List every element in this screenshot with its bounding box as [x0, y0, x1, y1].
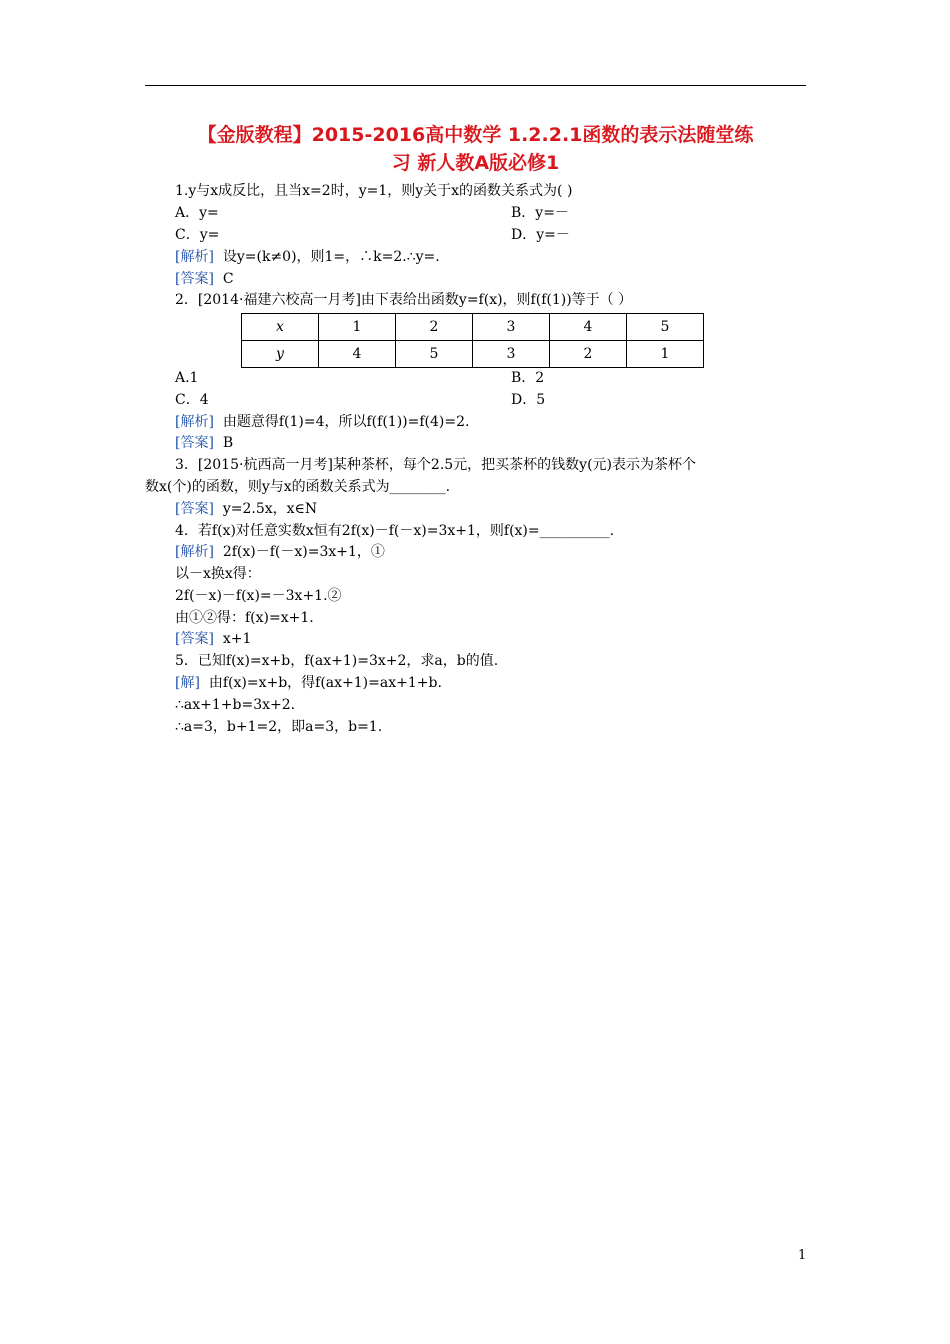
q5-solution	[175, 673, 442, 693]
q1-answer	[175, 269, 234, 289]
q4-step-4: 由①②得：f(x)=x+1.	[175, 610, 314, 626]
q4-step-2: 以－x换x得：	[175, 566, 261, 582]
q3-stem-line2: 数x(个)的函数，则y与x的函数关系式为________.	[145, 479, 451, 495]
answer-tag: [答案]	[175, 435, 214, 451]
q1-option-c: C．y=	[175, 227, 220, 243]
q4-step-3: 2f(－x)－f(x)=－3x+1.②	[175, 588, 342, 604]
q5-solution-text: 由f(x)=x+b，得f(ax+1)=ax+1+b.	[208, 675, 442, 691]
q4-stem: 4．若f(x)对任意实数x恒有2f(x)－f(－x)=3x+1，则f(x)=__________.	[175, 523, 615, 539]
table-cell: 5	[627, 314, 704, 341]
q2-option-b: B．2	[511, 370, 545, 386]
analysis-tag: [解析]	[175, 249, 214, 265]
document-title-line2: 习 新人教A版必修1	[391, 152, 560, 174]
document-title-line1: 【金版教程】2015-2016高中数学 1.2.2.1函数的表示法随堂练	[197, 124, 754, 146]
table-cell: y	[242, 341, 319, 368]
table-cell: 4	[319, 341, 396, 368]
q5-step-3: ∴a=3，b+1=2，即a=3，b=1.	[175, 719, 383, 735]
table-row	[242, 314, 704, 341]
table-cell: 3	[473, 314, 550, 341]
q2-analysis-text: 由题意得f(1)=4，所以f(f(1))=f(4)=2.	[222, 414, 470, 430]
table-row	[242, 341, 704, 368]
q2-analysis	[175, 412, 469, 432]
table-cell: 3	[473, 341, 550, 368]
q4-answer	[175, 629, 251, 649]
q1-option-b: B．y=－	[511, 205, 569, 221]
table-cell: 5	[396, 341, 473, 368]
table-cell: 2	[396, 314, 473, 341]
page-number: 1	[798, 1248, 807, 1263]
q2-answer	[175, 433, 233, 453]
q2-answer-text: B	[222, 435, 234, 451]
q3-stem-line1: 3．[2015·杭西高一月考]某种茶杯，每个2.5元，把买茶杯的钱数y(元)表示为茶杯个	[175, 457, 697, 473]
q1-analysis	[175, 247, 440, 267]
analysis-tag: [解析]	[175, 414, 214, 430]
table-cell: 1	[627, 341, 704, 368]
q2-table	[241, 313, 704, 368]
q4-answer-text: x+1	[222, 631, 252, 647]
header-rule	[145, 85, 806, 86]
q1-answer-text: C	[222, 271, 234, 287]
table-cell: x	[242, 314, 319, 341]
q3-answer	[175, 499, 317, 519]
answer-tag: [答案]	[175, 501, 214, 517]
q3-answer-text: y=2.5x，x∈N	[222, 501, 318, 517]
q2-stem: 2．[2014·福建六校高一月考]由下表给出函数y=f(x)，则f(f(1))等于（ ）	[175, 292, 633, 308]
q5-step-2: ∴ax+1+b=3x+2.	[175, 697, 296, 713]
analysis-tag: [解析]	[175, 544, 214, 560]
q1-stem: 1.y与x成反比，且当x=2时，y=1，则y关于x的函数关系式为( )	[175, 183, 573, 199]
table-cell: 1	[319, 314, 396, 341]
q1-option-a: A．y=	[175, 205, 219, 221]
solution-tag: [解]	[175, 675, 200, 691]
q4-analysis-text: 2f(x)－f(－x)=3x+1，①	[222, 544, 385, 560]
answer-tag: [答案]	[175, 271, 214, 287]
q4-analysis	[175, 542, 385, 562]
table-cell: 2	[550, 341, 627, 368]
q2-option-d: D．5	[511, 392, 546, 408]
q1-option-d: D．y=－	[511, 227, 570, 243]
q2-option-a: A.1	[175, 370, 199, 386]
table-cell: 4	[550, 314, 627, 341]
q1-analysis-text: 设y=(k≠0)，则1=，∴k=2.∴y=.	[222, 249, 440, 265]
q5-stem: 5．已知f(x)=x+b，f(ax+1)=3x+2，求a，b的值.	[175, 653, 499, 669]
answer-tag: [答案]	[175, 631, 214, 647]
q2-option-c: C．4	[175, 392, 209, 408]
